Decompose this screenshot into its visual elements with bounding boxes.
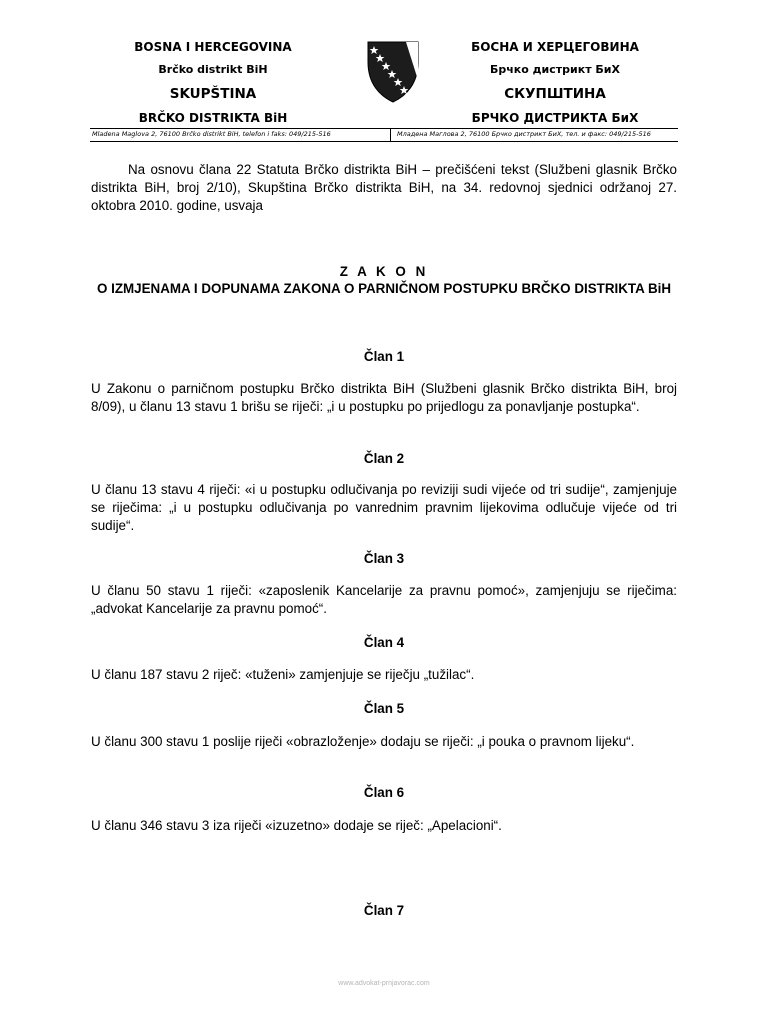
country-name-cyrillic: БОСНА И ХЕРЦЕГОВИНА (471, 40, 639, 54)
article-heading-1: Član 1 (363, 349, 405, 364)
article-heading-4: Član 4 (363, 635, 405, 650)
coat-of-arms-icon (366, 40, 420, 104)
article-heading-5: Član 5 (363, 701, 405, 716)
letterhead-rule-top (90, 128, 678, 129)
intro-paragraph: Na osnovu člana 22 Statuta Brčko distrikta BiH – prečišćeni tekst (Službeni glasnik Brčko distrikta BiH, broj 2/10), Skupština Brčko distrikta BiH, na 34. redovnoj sjednici održanoj 27. oktobra 2010. godine, usvaja (91, 162, 677, 213)
assembly-name-latin: SKUPŠTINA (169, 85, 257, 102)
article-heading-7: Član 7 (363, 903, 405, 918)
article-heading-2: Član 2 (363, 451, 405, 466)
assembly-name-cyrillic: СКУПШТИНА (504, 85, 606, 102)
article-heading-6: Član 6 (363, 785, 405, 800)
letterhead-cyrillic (450, 36, 660, 125)
article-text-6: U članu 346 stavu 3 iza riječi «izuzetno» dodaje se riječ: „Apelacioni“. (91, 818, 502, 833)
article-text-1: U Zakonu o parničnom postupku Brčko distrikta BiH (Službeni glasnik Brčko distrikta BiH, broj 8/09), u članu 13 stavu 1 brišu se riječi: „i u postupku po prijedlogu za ponavljanje postupka“. (91, 381, 677, 414)
law-title: Z A K O N (339, 264, 429, 279)
article-text-3: U članu 50 stavu 1 riječi: «zaposlenik Kancelarije za pravnu pomoć», zamjenjuju se riječima: „advokat Kancelarije za pravnu pomoć“. (91, 583, 677, 616)
district-name-cyrillic: Брчко дистрикт БиХ (490, 63, 620, 77)
district-name-latin: Brčko distrikt BiH (158, 63, 268, 77)
assembly-of-cyrillic: БРЧКО ДИСТРИКТА БиХ (471, 110, 639, 125)
letterhead-rule-bottom (90, 141, 678, 142)
article-text-2: U članu 13 stavu 4 riječi: «i u postupku odlučivanja po reviziji sudi vijeće od tri sudije“, zamjenjuje se riječima: „i u postupku odlučivanja po vanrednim pravnim lijekovima odlučuje vijeće od tri sudije“. (91, 482, 677, 533)
letterhead (90, 36, 678, 142)
country-name-latin: BOSNA I HERCEGOVINA (134, 40, 292, 54)
article-text-5: U članu 300 stavu 1 poslije riječi «obrazloženje» dodaju se riječi: „i pouka o pravnom lijeku“. (91, 734, 635, 749)
letterhead-latin (108, 36, 318, 125)
footer-url: www.advokat-prnjavorac.com (338, 980, 430, 987)
assembly-of-latin: BRČKO DISTRIKTA BiH (138, 110, 288, 125)
law-subtitle: O IZMJENAMA I DOPUNAMA ZAKONA O PARNIČNOM POSTUPKU BRČKO DISTRIKTA BiH (96, 281, 672, 296)
article-text-4: U članu 187 stavu 2 riječ: «tuženi» zamjenjuje se riječju „tužilac“. (91, 667, 475, 682)
address-latin: Mladena Maglova 2, 76100 Brčko distrikt BiH, telefon i faks: 049/215-516 (92, 130, 331, 138)
address-cyrillic: Младена Маглова 2, 76100 Брчко дистрикт БиХ, тел. и факс: 049/215-516 (397, 130, 651, 138)
address-divider (390, 128, 391, 141)
article-heading-3: Član 3 (363, 551, 405, 566)
